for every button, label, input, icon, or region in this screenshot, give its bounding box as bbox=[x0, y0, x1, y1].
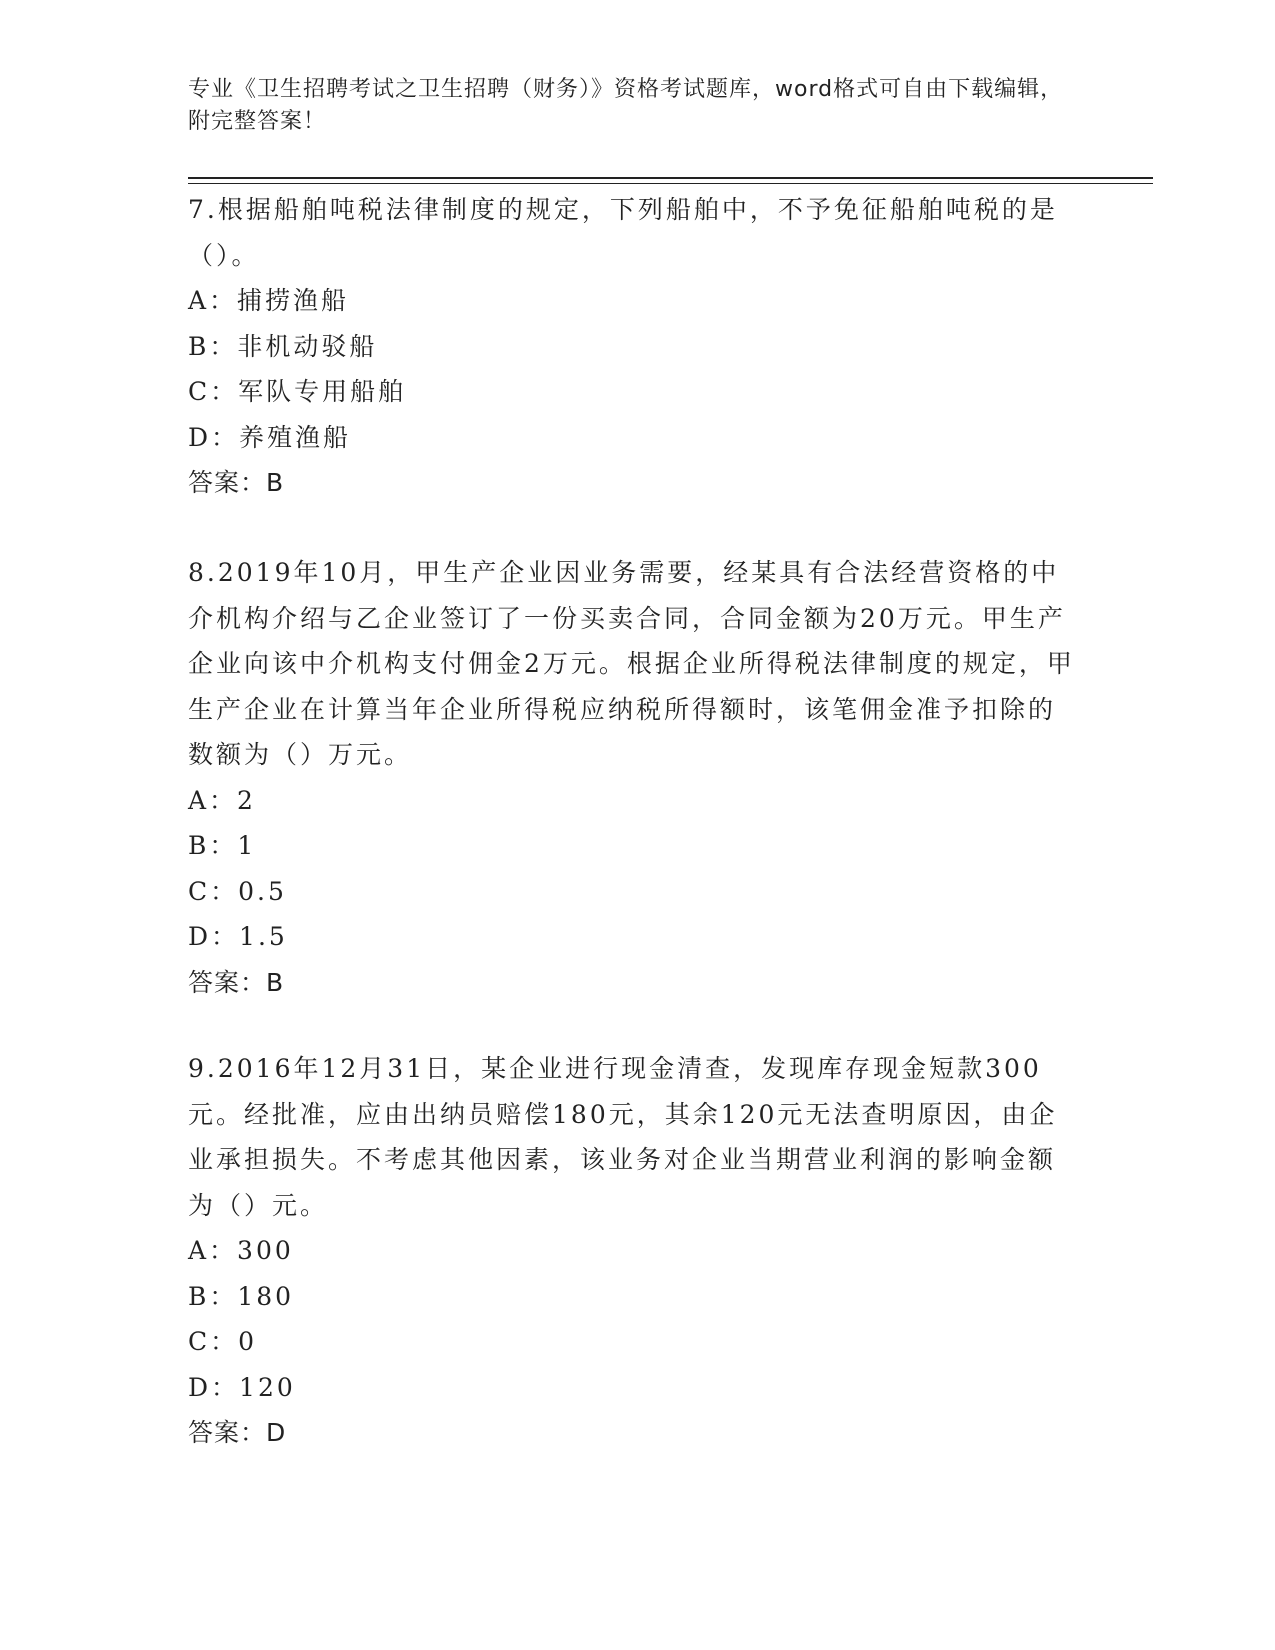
question-stem: 7.根据船舶吨税法律制度的规定，下列船舶中，不予免征船舶吨税的是（）。 bbox=[188, 195, 1058, 270]
option-a: A：2 bbox=[188, 785, 256, 815]
question-9 bbox=[188, 1046, 1078, 1456]
answer-line: 答案：B bbox=[188, 967, 285, 997]
option-a: A：300 bbox=[188, 1236, 294, 1265]
header-divider-thin bbox=[188, 183, 1153, 184]
question-stem: 8.2019年10月，甲生产企业因业务需要，经某具有合法经营资格的中介机构介绍与乙企业签订了一份买卖合同，合同金额为20万元。甲生产企业向该中介机构支付佣金2万元。根据企业所得税法律制度的规定，甲生产企业在计算当年企业所得税应纳税所得额时，该笔佣金准予扣除的数额为（）万元。 bbox=[188, 558, 1075, 769]
document-header: 专业《卫生招聘考试之卫生招聘（财务）》资格考试题库，word格式可自由下载编辑，附完整答案！ bbox=[188, 77, 1064, 134]
option-b: B：1 bbox=[188, 831, 257, 860]
question-8 bbox=[188, 550, 1078, 1005]
option-d: D：120 bbox=[188, 1372, 296, 1402]
header-divider-thick bbox=[188, 177, 1153, 179]
question-7 bbox=[188, 187, 1078, 506]
option-c: C：0 bbox=[188, 1327, 258, 1356]
option-b: B：180 bbox=[188, 1281, 295, 1311]
option-d: D：养殖渔船 bbox=[188, 422, 352, 452]
question-stem: 9.2016年12月31日，某企业进行现金清查，发现库存现金短款300元。经批准，应由出纳员赔偿180元，其余120元无法查明原因，由企业承担损失。不考虑其他因素，该业务对企业当期营业利润的影响金额为（）元。 bbox=[188, 1054, 1058, 1220]
option-c: C：0.5 bbox=[188, 876, 287, 906]
answer-line: 答案：D bbox=[188, 1418, 287, 1447]
option-a: A：捕捞渔船 bbox=[188, 286, 350, 315]
answer-line: 答案：B bbox=[188, 468, 285, 497]
option-b: B：非机动驳船 bbox=[188, 331, 378, 361]
option-d: D：1.5 bbox=[188, 922, 288, 951]
option-c: C：军队专用船舶 bbox=[188, 377, 407, 406]
